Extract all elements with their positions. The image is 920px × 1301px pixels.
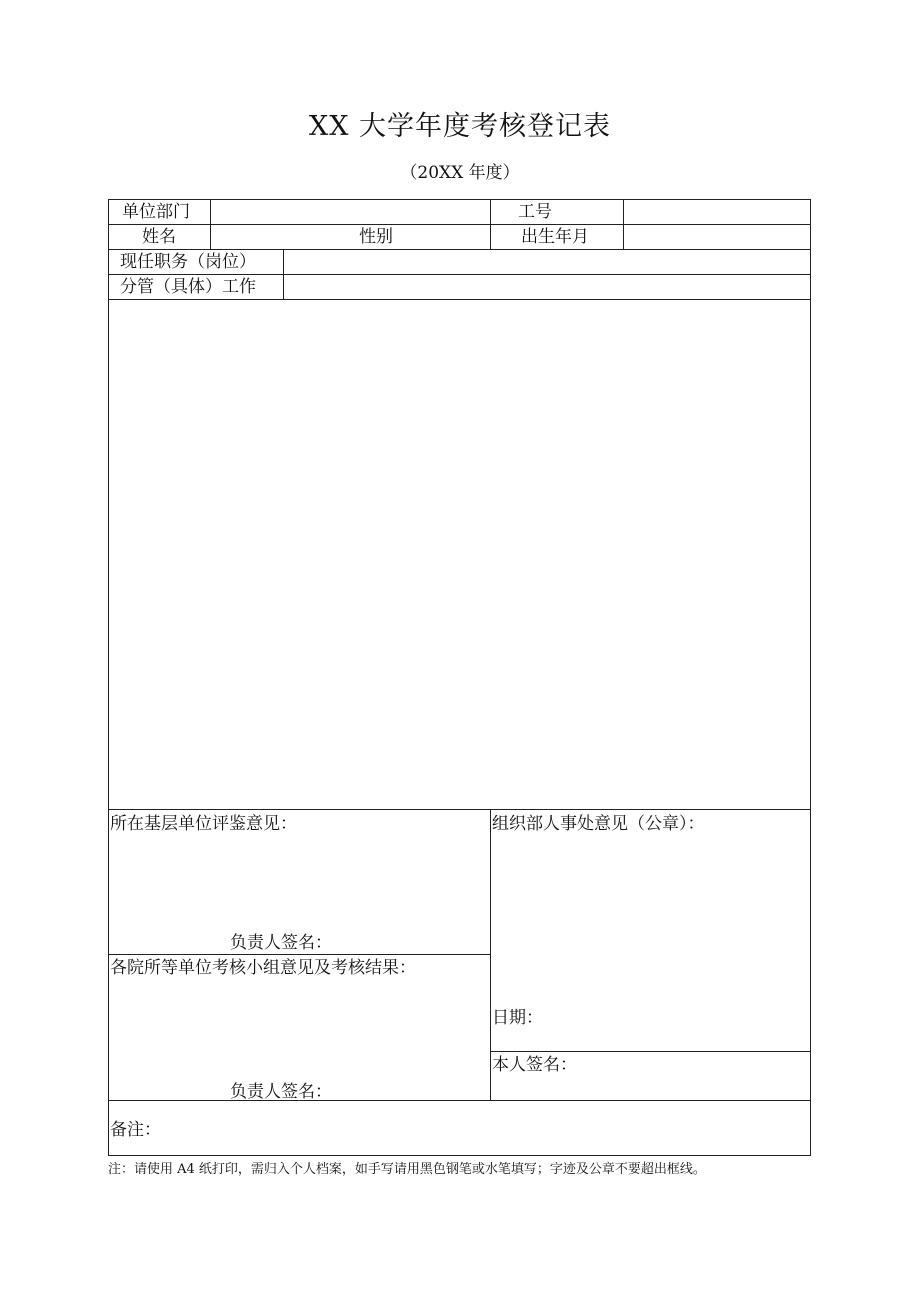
name-label: 姓名 <box>142 227 176 247</box>
birth-label: 出生年月 <box>521 227 589 247</box>
college-opinion-label: 各院所等单位考核小组意见及考核结果： <box>110 958 416 978</box>
work-summary-area[interactable] <box>112 304 806 804</box>
college-signature-label: 负责人签名： <box>230 1082 332 1102</box>
gender-label: 性别 <box>359 227 393 247</box>
footnote: 注：请使用 A4 纸打印，需归入个人档案，如手写请用黑色钢笔或水笔填写；字迹及公章不要超出框线。 <box>108 1162 706 1177</box>
hr-date-label: 日期： <box>492 1008 543 1028</box>
page-title: XX 大学年度考核登记表 <box>308 111 612 142</box>
staff-id-label: 工号 <box>518 202 552 222</box>
grassroots-opinion-label: 所在基层单位评鉴意见： <box>110 814 297 834</box>
year-subtitle: （20XX 年度） <box>400 163 520 183</box>
duties-label: 分管（具体）工作 <box>120 277 256 297</box>
remark-label: 备注： <box>110 1120 161 1140</box>
position-label: 现任职务（岗位） <box>120 252 256 272</box>
grassroots-signature-label: 负责人签名： <box>230 933 332 953</box>
department-label: 单位部门 <box>122 202 190 222</box>
self-signature-label: 本人签名： <box>492 1055 577 1075</box>
hr-opinion-label: 组织部人事处意见（公章）： <box>492 814 705 834</box>
